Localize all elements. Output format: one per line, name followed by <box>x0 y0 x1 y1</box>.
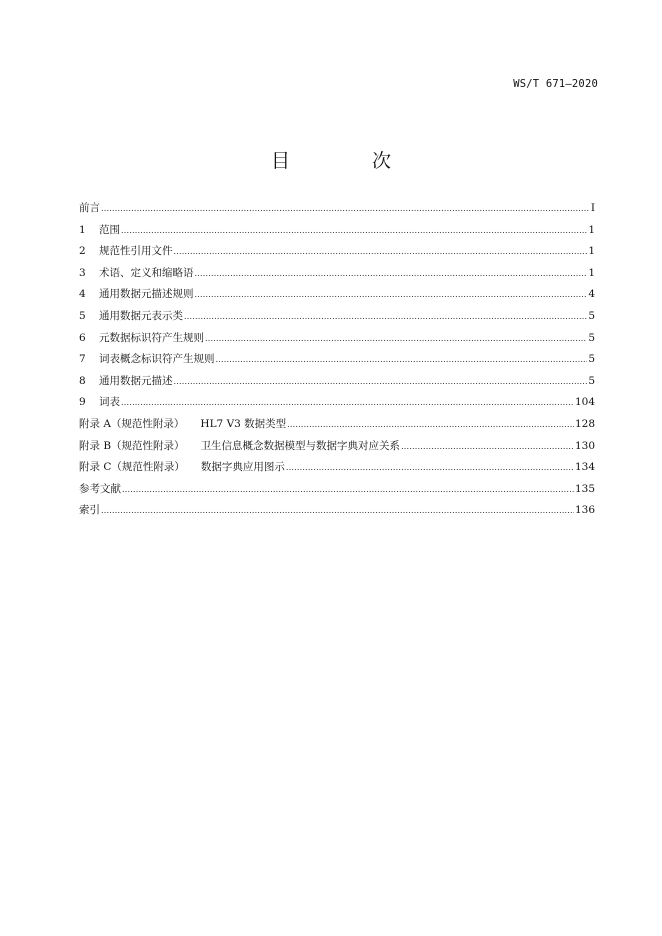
toc-entry-label <box>79 263 194 285</box>
toc-entry-label <box>79 392 120 414</box>
toc-entry-number: 4 <box>79 288 86 301</box>
toc-entry-number: 6 <box>79 331 86 344</box>
toc-entry-label <box>79 220 120 242</box>
toc-page-number: 1 <box>588 223 595 236</box>
toc-entry[interactable] <box>79 263 595 285</box>
toc-page-number: 136 <box>574 504 595 517</box>
toc-entry-title: 附录 C（规范性附录） <box>79 461 185 474</box>
toc-leader-dots <box>101 500 574 522</box>
toc-leader-dots <box>286 457 574 479</box>
toc-leader-dots <box>195 263 588 285</box>
toc-entry-title: 通用数据元表示类 <box>99 309 183 322</box>
toc-page-number: 5 <box>588 331 595 344</box>
toc-entry-title: 通用数据元描述 <box>99 374 173 387</box>
toc-leader-dots <box>121 220 587 242</box>
toc-leader-dots <box>205 328 587 350</box>
toc-entry[interactable] <box>79 392 595 414</box>
toc-page-number: 135 <box>574 482 595 495</box>
toc-page-number: 1 <box>588 266 595 279</box>
toc-entry-title: 附录 A（规范性附录） <box>79 417 185 430</box>
toc-entry-number: 9 <box>79 396 86 409</box>
toc-page-number: 1 <box>588 245 595 258</box>
document-code: WS/T 671—2020 <box>513 78 598 90</box>
toc-page-number: 134 <box>574 461 595 474</box>
toc-page-number: 5 <box>588 374 595 387</box>
toc-entry[interactable] <box>79 414 595 436</box>
toc-entry-number: 7 <box>79 353 86 366</box>
toc-entry-label <box>79 479 121 501</box>
toc-entry-title: 索引 <box>79 504 100 517</box>
toc-page-number: I <box>590 202 595 214</box>
toc-leader-dots <box>195 284 588 306</box>
toc-entry-title: 规范性引用文件 <box>99 245 173 258</box>
toc-entry[interactable] <box>79 306 595 328</box>
toc-entry-number: 2 <box>79 245 86 258</box>
toc-entry[interactable] <box>79 436 595 458</box>
toc-leader-dots <box>401 436 574 458</box>
toc-leader-dots <box>287 414 574 436</box>
toc-entry[interactable] <box>79 198 595 220</box>
toc-entry[interactable] <box>79 371 595 393</box>
toc-leader-dots <box>184 306 587 328</box>
toc-page-number: 130 <box>574 439 595 452</box>
toc-page-number: 104 <box>574 396 595 409</box>
toc-entry-title: 词表概念标识符产生规则 <box>99 353 215 366</box>
toc-page-number: 5 <box>588 309 595 322</box>
toc-entry[interactable] <box>79 479 595 501</box>
toc-entry-label <box>79 457 285 479</box>
table-of-contents <box>79 198 595 522</box>
toc-entry-subtitle: 卫生信息概念数据模型与数据字典对应关系 <box>200 439 401 452</box>
toc-entry-number: 3 <box>79 266 86 279</box>
toc-page-number: 4 <box>588 288 595 301</box>
toc-entry-label <box>79 284 194 306</box>
toc-entry-label <box>79 414 286 436</box>
toc-entry[interactable] <box>79 500 595 522</box>
toc-page-number: 5 <box>588 353 595 366</box>
toc-entry-label <box>79 349 215 371</box>
toc-entry-label <box>79 500 100 522</box>
toc-entry-subtitle: HL7 V3 数据类型 <box>200 417 287 430</box>
page-title: 目 次 <box>270 150 430 172</box>
toc-leader-dots <box>174 371 588 393</box>
toc-entry[interactable] <box>79 328 595 350</box>
toc-entry-label <box>79 241 173 263</box>
toc-entry-title: 范围 <box>99 223 120 236</box>
toc-entry-title: 附录 B（规范性附录） <box>79 439 185 452</box>
toc-entry-label <box>79 371 173 393</box>
toc-entry-label <box>79 306 183 328</box>
toc-entry-label <box>79 436 400 458</box>
toc-entry-number: 8 <box>79 374 86 387</box>
toc-entry[interactable] <box>79 220 595 242</box>
toc-entry[interactable] <box>79 284 595 306</box>
toc-entry-label <box>79 198 100 220</box>
toc-leader-dots <box>101 198 590 220</box>
toc-leader-dots <box>121 392 574 414</box>
toc-entry[interactable] <box>79 349 595 371</box>
toc-entry-title: 元数据标识符产生规则 <box>99 331 204 344</box>
toc-entry-number: 5 <box>79 309 86 322</box>
toc-entry[interactable] <box>79 241 595 263</box>
toc-page-number: 128 <box>574 417 595 430</box>
toc-entry-label <box>79 328 204 350</box>
toc-entry-title: 前言 <box>79 202 100 214</box>
toc-entry[interactable] <box>79 457 595 479</box>
toc-entry-title: 参考文献 <box>79 482 121 495</box>
toc-entry-title: 术语、定义和缩略语 <box>99 266 194 279</box>
toc-leader-dots <box>216 349 588 371</box>
toc-entry-title: 通用数据元描述规则 <box>99 288 194 301</box>
toc-entry-subtitle: 数据字典应用图示 <box>200 461 285 474</box>
toc-leader-dots <box>122 479 574 501</box>
toc-entry-number: 1 <box>79 223 86 236</box>
toc-leader-dots <box>174 241 588 263</box>
toc-entry-title: 词表 <box>99 396 120 409</box>
